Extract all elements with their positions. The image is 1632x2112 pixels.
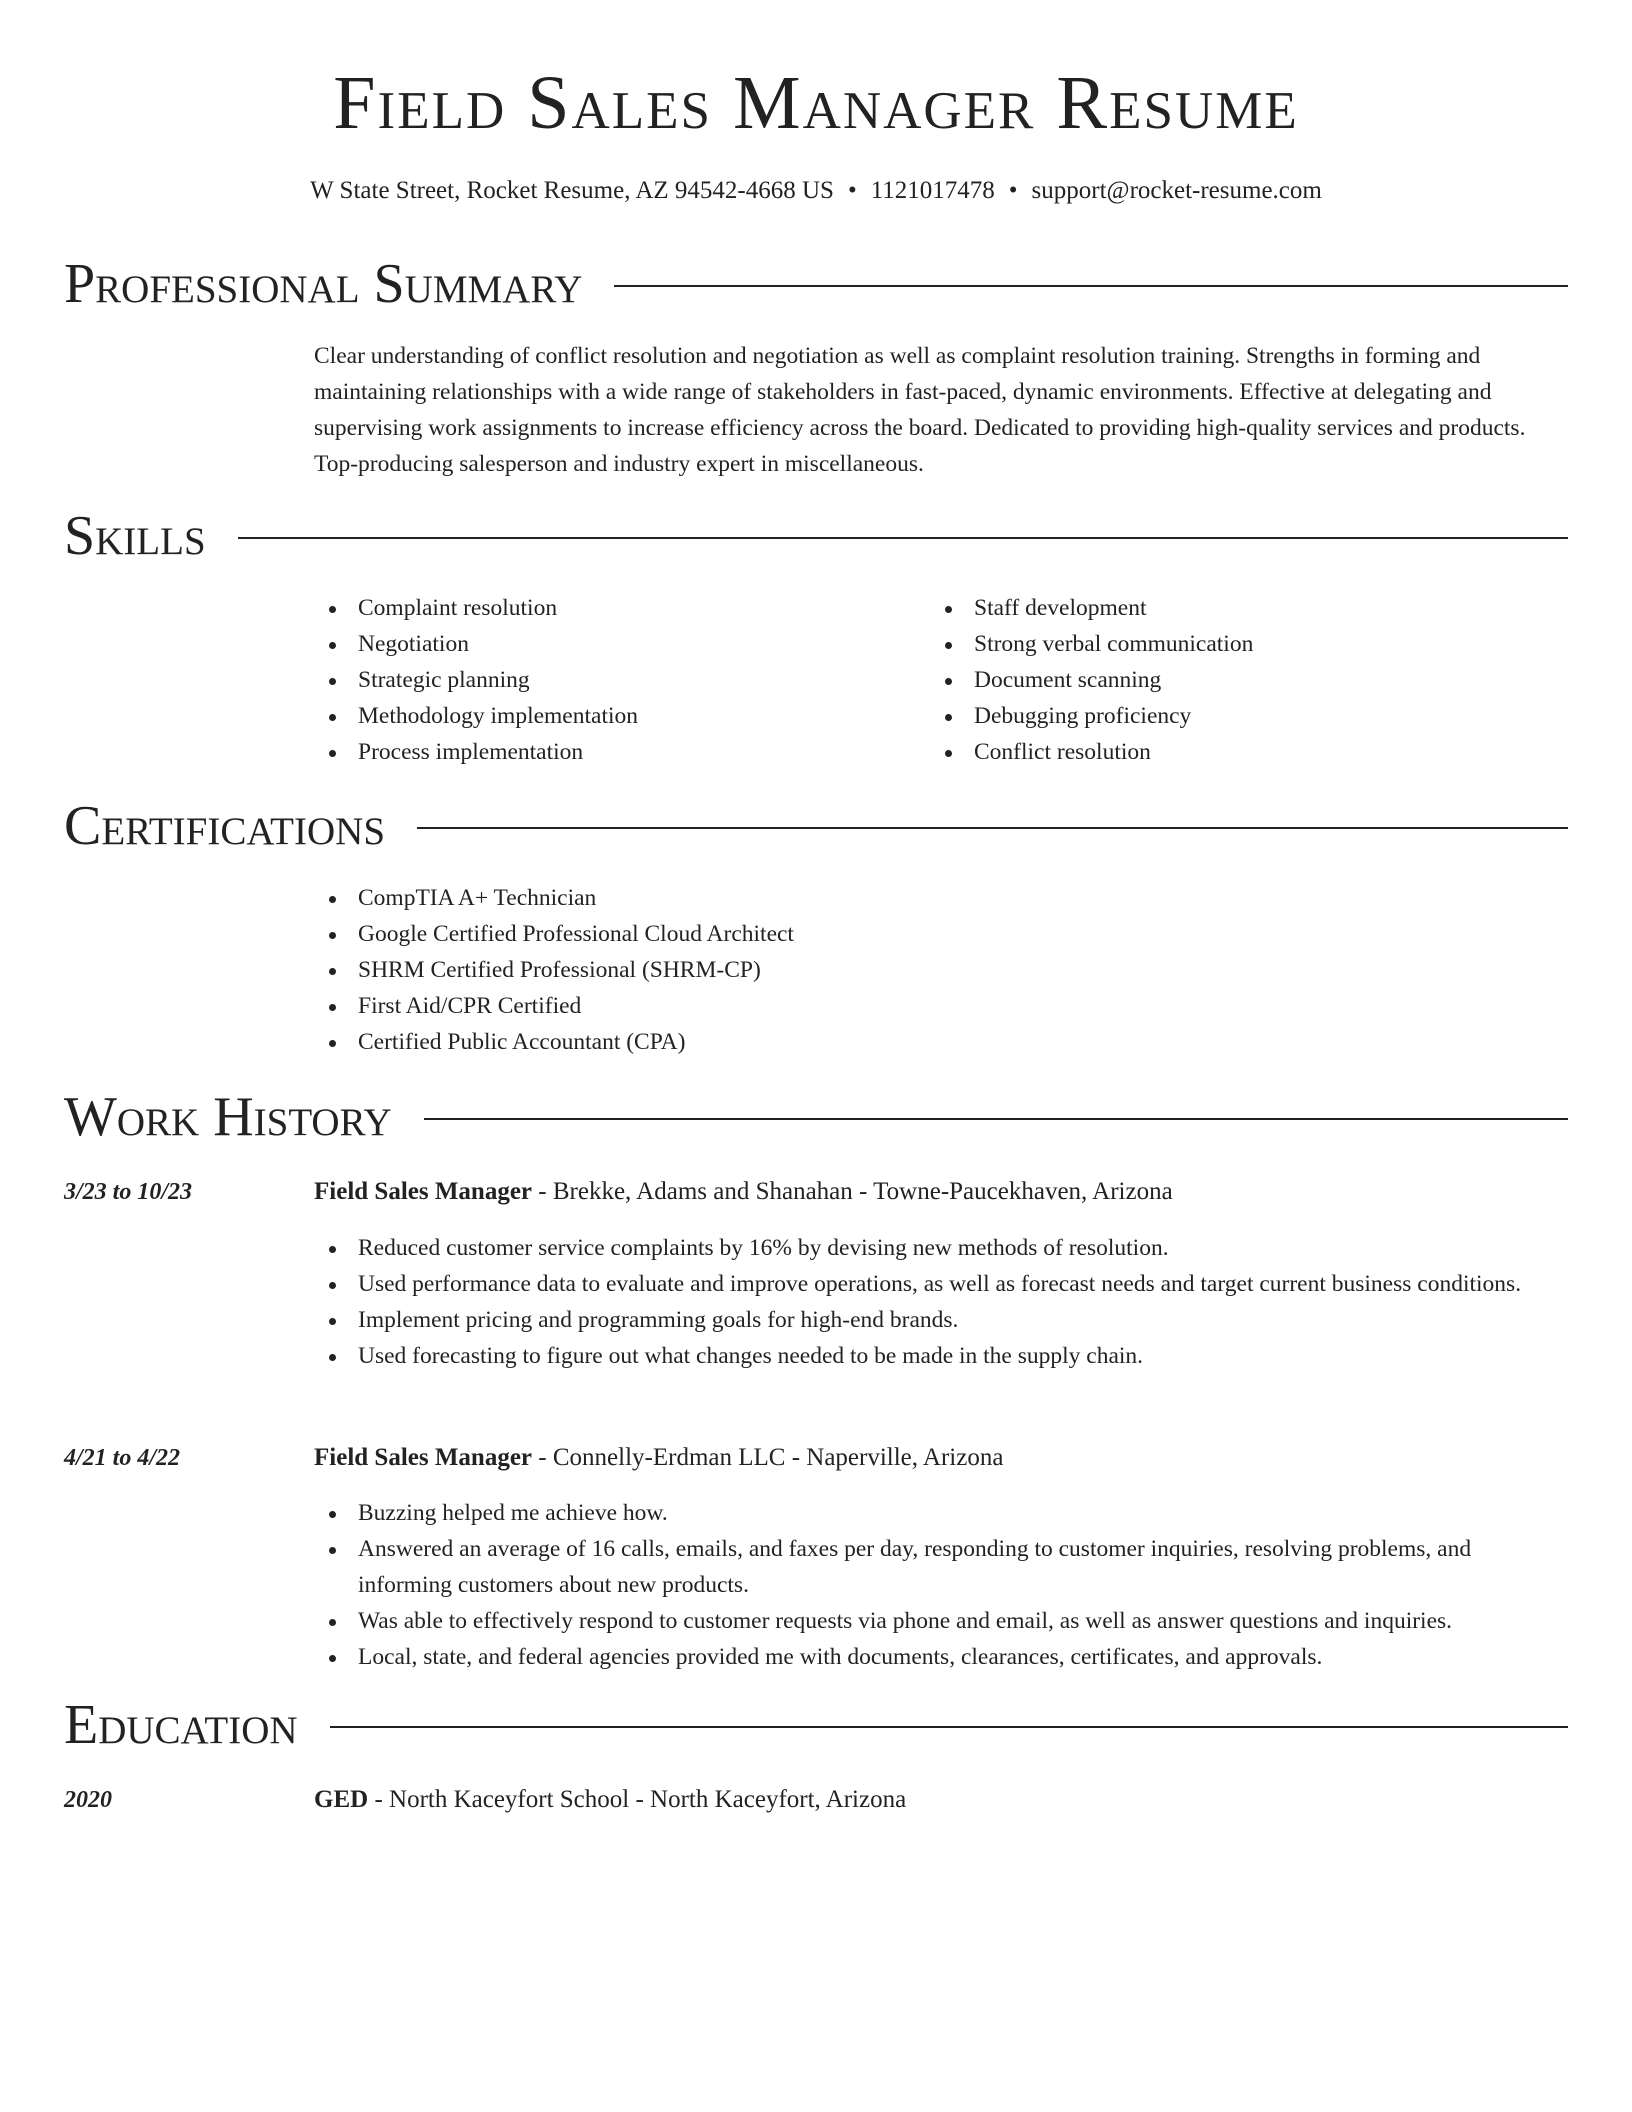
- job-dates: 4/21 to 4/22: [64, 1445, 181, 1471]
- education-year: 2020: [64, 1787, 112, 1813]
- section-divider: [238, 537, 1568, 539]
- certifications-block: [314, 880, 1214, 1060]
- skill-item: Staff development: [930, 590, 1530, 626]
- job-heading: [314, 1441, 1570, 1475]
- skill-item: Negotiation: [314, 626, 914, 662]
- education-school: - North Kaceyfort School - North Kaceyfort, Arizona: [368, 1786, 907, 1813]
- section-title-summary: Professional Summary: [64, 253, 583, 315]
- section-divider: [417, 827, 1568, 829]
- job-bullet: Used forecasting to figure out what changes needed to be made in the supply chain.: [314, 1338, 1570, 1374]
- section-header-work-history: [64, 1085, 1568, 1149]
- skills-list-left: [314, 590, 914, 770]
- contact-address: W State Street, Rocket Resume, AZ 94542-4668 US: [310, 177, 834, 204]
- certification-item: Certified Public Accountant (CPA): [314, 1024, 1214, 1060]
- section-divider: [330, 1726, 1568, 1728]
- skill-item: Strong verbal communication: [930, 626, 1530, 662]
- certification-item: SHRM Certified Professional (SHRM-CP): [314, 952, 1214, 988]
- job-bullet: Buzzing helped me achieve how.: [314, 1495, 1570, 1531]
- job-bullet: Answered an average of 16 calls, emails, and faxes per day, responding to customer inquiries, resolving problems, and informing customers about new products.: [314, 1531, 1570, 1603]
- skill-item: Document scanning: [930, 662, 1530, 698]
- job-bullet: Was able to effectively respond to customer requests via phone and email, as well as answer questions and inquiries.: [314, 1603, 1570, 1639]
- resume-title: Field Sales Manager Resume: [333, 61, 1299, 145]
- job-dates: 3/23 to 10/23: [64, 1179, 193, 1205]
- contact-separator: •: [1008, 177, 1018, 204]
- section-header-skills: [64, 504, 1568, 568]
- job-bullets: [314, 1495, 1570, 1675]
- skill-item: Methodology implementation: [314, 698, 914, 734]
- skill-item: Strategic planning: [314, 662, 914, 698]
- job-title: Field Sales Manager: [314, 1178, 533, 1205]
- summary-text: Clear understanding of conflict resolution and negotiation as well as complaint resolution training. Strengths in forming and maintaining relationships with a wide range of stakeholders in fast-paced, dynamic environments. Effective at delegating and supervising work assignments to increase efficiency across the board. Dedicated to providing high-quality services and products. Top-producing salesperson and industry expert in miscellaneous.: [314, 343, 1526, 477]
- skills-column-left: [314, 590, 914, 770]
- job-employer: - Brekke, Adams and Shanahan - Towne-Paucekhaven, Arizona: [532, 1178, 1173, 1205]
- education-degree: GED: [314, 1786, 369, 1813]
- job-bullet-list: [314, 1230, 1570, 1374]
- contact-phone: 1121017478: [870, 177, 995, 204]
- job-bullet: Used performance data to evaluate and improve operations, as well as forecast needs and target current business conditions.: [314, 1266, 1570, 1302]
- education-heading: [314, 1783, 1570, 1817]
- contact-line: [0, 174, 1632, 208]
- job-bullet: Implement pricing and programming goals for high-end brands.: [314, 1302, 1570, 1338]
- section-divider: [614, 285, 1568, 287]
- certifications-list: [314, 880, 1214, 1060]
- skill-item: Debugging proficiency: [930, 698, 1530, 734]
- certification-item: First Aid/CPR Certified: [314, 988, 1214, 1024]
- job-bullets: [314, 1230, 1570, 1374]
- certification-item: Google Certified Professional Cloud Architect: [314, 916, 1214, 952]
- job-heading: [314, 1175, 1570, 1209]
- section-title-education: Education: [64, 1694, 298, 1756]
- contact-email: support@rocket-resume.com: [1031, 177, 1322, 204]
- skill-item: Complaint resolution: [314, 590, 914, 626]
- section-header-education: [64, 1693, 1568, 1757]
- skills-list-right: [930, 590, 1530, 770]
- section-title-skills: Skills: [64, 505, 206, 567]
- job-bullet: Reduced customer service complaints by 16% by devising new methods of resolution.: [314, 1230, 1570, 1266]
- skill-item: Conflict resolution: [930, 734, 1530, 770]
- section-header-certifications: [64, 794, 1568, 858]
- job-bullet: Local, state, and federal agencies provided me with documents, clearances, certificates, and approvals.: [314, 1639, 1570, 1675]
- contact-separator: •: [847, 177, 857, 204]
- job-bullet-list: [314, 1495, 1570, 1675]
- section-title-certifications: Certifications: [64, 795, 386, 857]
- job-employer: - Connelly-Erdman LLC - Naperville, Arizona: [532, 1444, 1004, 1471]
- section-title-work-history: Work History: [64, 1086, 392, 1148]
- section-header-summary: [64, 252, 1568, 316]
- job-title: Field Sales Manager: [314, 1444, 533, 1471]
- section-divider: [424, 1118, 1568, 1120]
- skill-item: Process implementation: [314, 734, 914, 770]
- skills-column-right: [930, 590, 1530, 770]
- certification-item: CompTIA A+ Technician: [314, 880, 1214, 916]
